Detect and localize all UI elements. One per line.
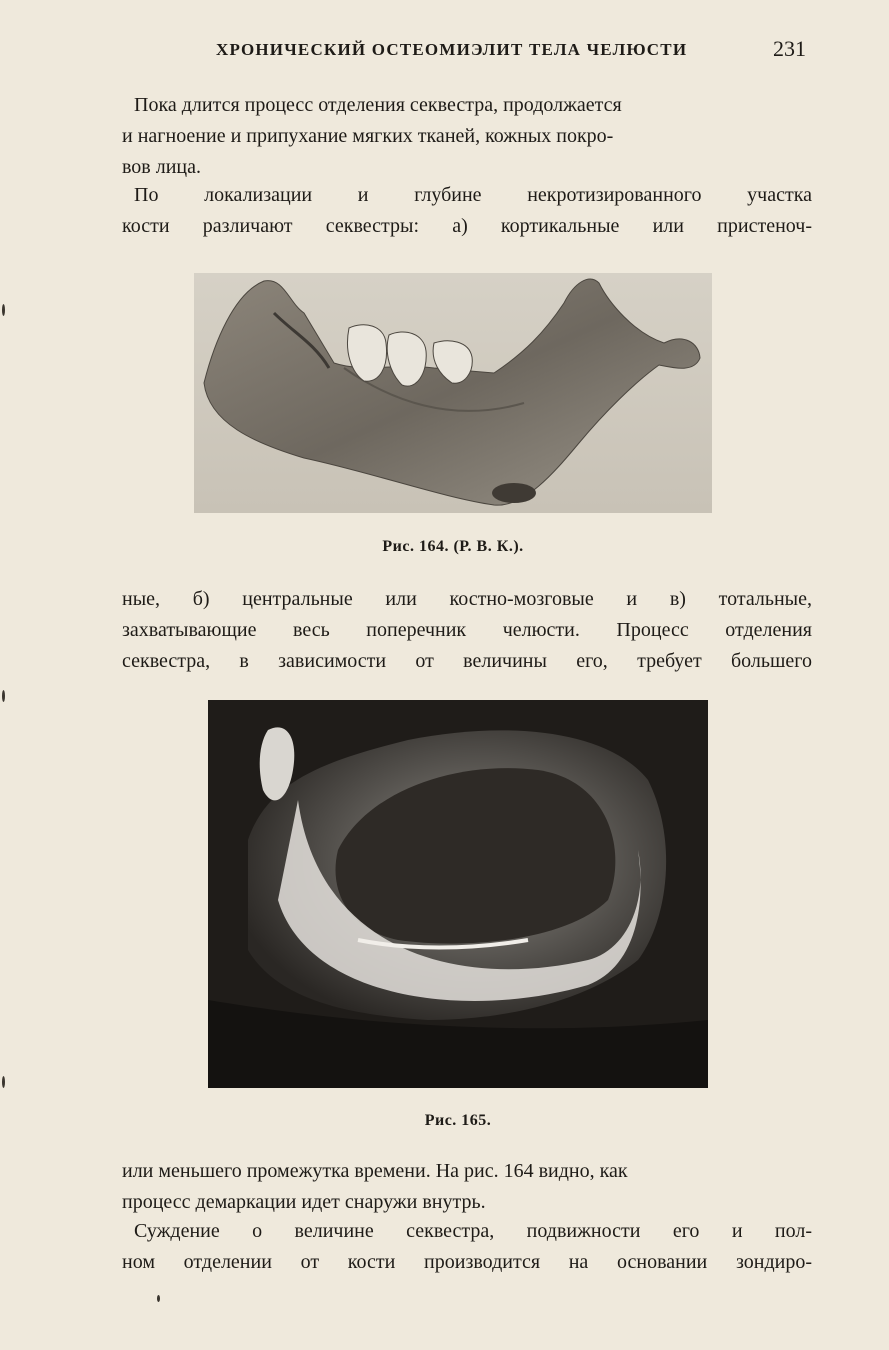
margin-mark [2,304,5,316]
ink-speck [157,1295,160,1302]
xray-illustration [208,700,708,1088]
figure-165-caption: Рис. 165. [424,1112,492,1129]
text-line: секвестра, в зависимости от величины его, требует большего [122,650,812,672]
figure-165-xray [208,700,708,1088]
text-line: кости различают секвестры: а) кортикальные или пристеноч- [122,215,812,237]
text-line: вов лица. [122,156,202,178]
text-line: ном отделении от кости производится на основании зондиро- [122,1251,812,1273]
paragraph-3 [122,584,812,677]
margin-mark [2,1076,5,1088]
margin-mark [2,690,5,702]
text-line: или меньшего промежутка времени. На рис. 164 видно, как [122,1160,628,1182]
paragraph-4 [122,1156,812,1218]
mandible-illustration [194,273,712,513]
text-line: захватывающие весь поперечник челюсти. Процесс отделения [122,619,812,641]
paragraph-2 [122,180,812,242]
page-number: 231 [773,36,806,61]
text-line: процесс демаркации идет снаружи внутрь. [122,1191,486,1213]
figure-164-caption: Рис. 164. (Р. В. К.). [382,538,524,555]
paragraph-1 [122,90,812,183]
text-line: Суждение о величине секвестра, подвижности его и пол- [134,1220,812,1242]
text-line: По локализации и глубине некротизированного участка [134,184,812,206]
paragraph-5 [122,1216,812,1278]
page-header [120,36,820,66]
text-line: и нагноение и припухание мягких тканей, кожных покро- [122,125,614,147]
text-line: Пока длится процесс отделения секвестра, продолжается [134,94,622,116]
text-line: ные, б) центральные или костно-мозговые и в) тотальные, [122,588,812,610]
running-title: ХРОНИЧЕСКИЙ ОСТЕОМИЭЛИТ ТЕЛА ЧЕЛЮСТИ [216,40,688,59]
figure-164-mandible-photo [194,273,712,513]
